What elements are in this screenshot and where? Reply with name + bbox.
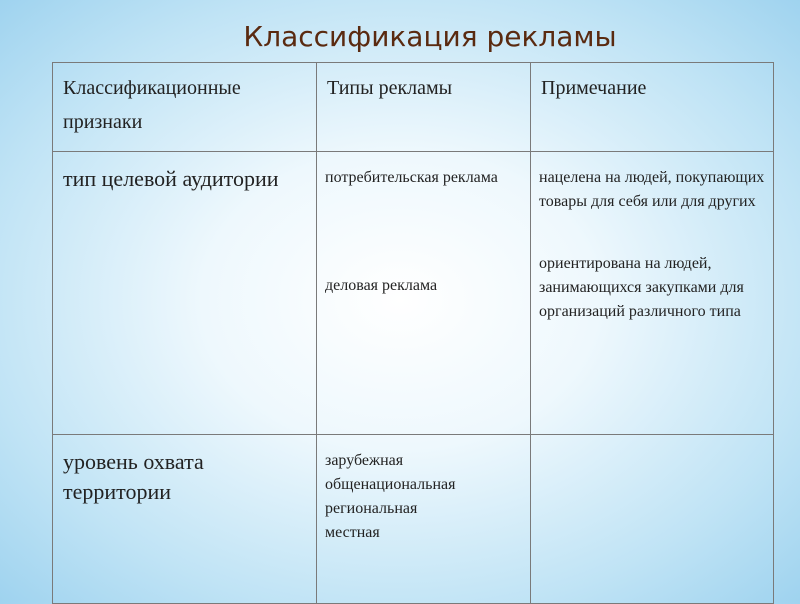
header-criteria: Классификационные признаки xyxy=(63,77,241,133)
header-cell xyxy=(531,63,774,152)
classification-table xyxy=(52,62,774,604)
type-list xyxy=(317,435,530,545)
notes-cell xyxy=(531,435,774,604)
header-types: Типы рекламы xyxy=(327,77,453,99)
type-item: зарубежная xyxy=(325,452,404,469)
criterion-cell xyxy=(53,152,317,435)
type-item: общенациональная xyxy=(325,476,456,493)
criterion-cell xyxy=(53,435,317,604)
table-header-row xyxy=(53,63,774,152)
types-cell xyxy=(317,152,531,435)
type-item: местная xyxy=(325,524,380,541)
header-cell xyxy=(317,63,531,152)
type-item: региональная xyxy=(325,500,418,517)
note-item: нацелена на людей, покупающих товары для себя или для других xyxy=(539,169,765,210)
types-cell xyxy=(317,435,531,604)
criterion-text: уровень охвата территории xyxy=(63,449,204,504)
table-row xyxy=(53,435,774,604)
slide-title: Классификация рекламы xyxy=(243,20,617,53)
type-item: деловая реклама xyxy=(325,277,438,294)
header-cell xyxy=(53,63,317,152)
type-item: потребительская реклама xyxy=(325,169,498,186)
notes-cell xyxy=(531,152,774,435)
note-item: ориентирована на людей, занимающихся закупками для организаций различного типа xyxy=(539,255,744,320)
header-notes: Примечание xyxy=(541,77,647,99)
table-row xyxy=(53,152,774,435)
criterion-text: тип целевой аудитории xyxy=(63,166,279,191)
